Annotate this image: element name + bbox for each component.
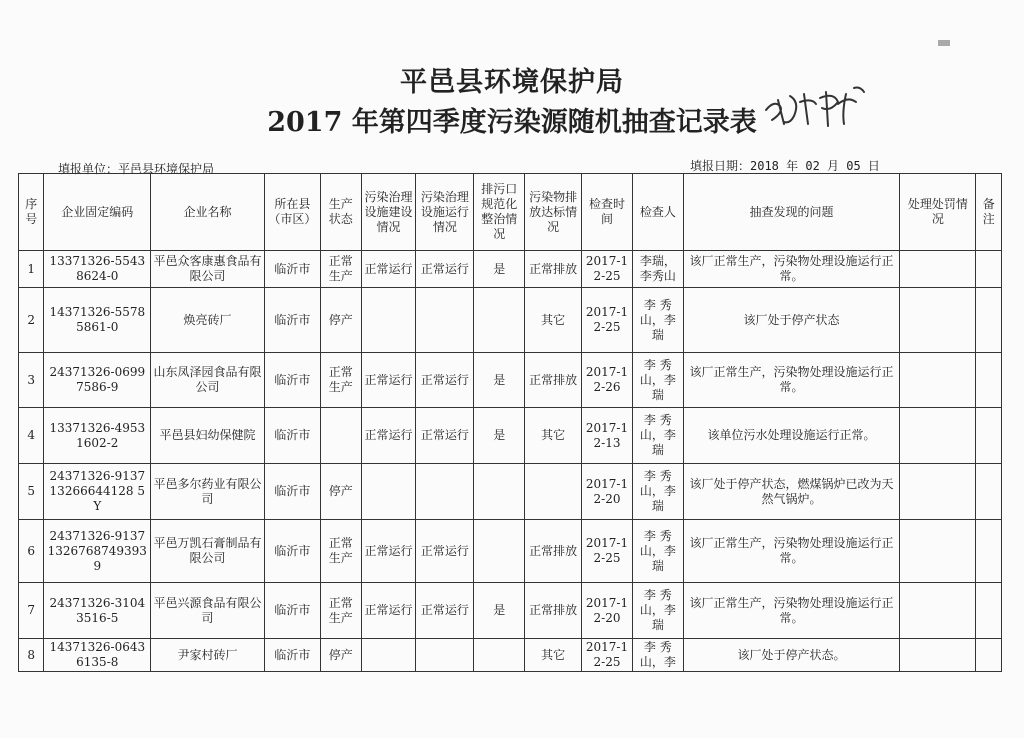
col-header-name: 企业名称 (151, 174, 265, 251)
document-title-form: 2017 年第四季度污染源随机抽查记录表 (267, 107, 757, 138)
cell-facility-build (361, 464, 416, 520)
cell-inspector: 李瑞，李秀山 (632, 251, 683, 288)
cell-production: 停产 (320, 639, 361, 672)
cell-remark (976, 353, 1002, 408)
cell-code: 24371326-913713267687493939 (44, 520, 151, 583)
cell-name: 平邑万凯石膏制品有限公司 (151, 520, 265, 583)
cell-check-time: 2017-12-20 (582, 464, 633, 520)
cell-seq: 4 (19, 408, 44, 464)
cell-facility-run: 正常运行 (416, 408, 474, 464)
col-header-outlet: 排污口规范化整治情况 (474, 174, 525, 251)
table-row (19, 464, 1002, 520)
cell-name: 平邑县妇幼保健院 (151, 408, 265, 464)
cell-penalty (900, 639, 976, 672)
cell-production: 停产 (320, 464, 361, 520)
cell-issues: 该厂正常生产，污染物处理设施运行正常。 (683, 251, 900, 288)
cell-penalty (900, 353, 976, 408)
table-row (19, 353, 1002, 408)
cell-facility-run (416, 639, 474, 672)
cell-emission (525, 464, 582, 520)
cell-emission: 正常排放 (525, 353, 582, 408)
cell-penalty (900, 520, 976, 583)
cell-inspector: 李 秀山，李 (632, 639, 683, 672)
col-header-seq: 序号 (19, 174, 44, 251)
col-header-penalty: 处理处罚情况 (900, 174, 976, 251)
cell-check-time: 2017-12-25 (582, 288, 633, 353)
cell-outlet: 是 (474, 251, 525, 288)
cell-inspector: 李 秀山，李瑞 (632, 583, 683, 639)
cell-facility-run: 正常运行 (416, 520, 474, 583)
cell-issues: 该厂处于停产状态 (683, 288, 900, 353)
cell-name: 平邑兴源食品有限公司 (151, 583, 265, 639)
cell-location: 临沂市 (264, 288, 320, 353)
reporting-date: 填报日期：2018 年 02 月 05 日 (690, 159, 880, 173)
cell-emission: 正常排放 (525, 583, 582, 639)
cell-remark (976, 464, 1002, 520)
cell-emission: 其它 (525, 408, 582, 464)
cell-issues: 该厂处于停产状态，燃煤锅炉已改为天然气锅炉。 (683, 464, 900, 520)
cell-issues: 该厂正常生产，污染物处理设施运行正常。 (683, 520, 900, 583)
cell-inspector: 李 秀山，李瑞 (632, 520, 683, 583)
cell-code: 13371326-49531602-2 (44, 408, 151, 464)
cell-check-time: 2017-12-20 (582, 583, 633, 639)
cell-remark (976, 288, 1002, 353)
cell-seq: 6 (19, 520, 44, 583)
cell-location: 临沂市 (264, 353, 320, 408)
cell-issues: 该厂正常生产，污染物处理设施运行正常。 (683, 583, 900, 639)
cell-emission: 正常排放 (525, 520, 582, 583)
cell-penalty (900, 464, 976, 520)
table-row (19, 251, 1002, 288)
cell-name: 焕亮砖厂 (151, 288, 265, 353)
cell-location: 临沂市 (264, 464, 320, 520)
col-header-inspector: 检查人 (632, 174, 683, 251)
col-header-code: 企业固定编码 (44, 174, 151, 251)
document-title-agency: 平邑县环境保护局 (400, 67, 624, 98)
cell-inspector: 李 秀山，李瑞 (632, 464, 683, 520)
cell-facility-run (416, 464, 474, 520)
cell-emission: 其它 (525, 639, 582, 672)
cell-seq: 5 (19, 464, 44, 520)
cell-seq: 7 (19, 583, 44, 639)
col-header-facility-run: 污染治理设施运行情况 (416, 174, 474, 251)
cell-check-time: 2017-12-13 (582, 408, 633, 464)
cell-outlet: 是 (474, 408, 525, 464)
cell-outlet (474, 520, 525, 583)
cell-name: 平邑多尔药业有限公司 (151, 464, 265, 520)
cell-production: 停产 (320, 288, 361, 353)
reporting-unit: 填报单位：平邑县环境保护局 (58, 162, 215, 176)
cell-seq: 2 (19, 288, 44, 353)
cell-check-time: 2017-12-25 (582, 251, 633, 288)
cell-code: 24371326-31043516-5 (44, 583, 151, 639)
cell-production: 正常生产 (320, 520, 361, 583)
cell-check-time: 2017-12-26 (582, 353, 633, 408)
cell-location: 临沂市 (264, 520, 320, 583)
cell-issues: 该单位污水处理设施运行正常。 (683, 408, 900, 464)
cell-emission: 其它 (525, 288, 582, 353)
col-header-facility-build: 污染治理设施建设情况 (361, 174, 416, 251)
cell-name: 尹家村砖厂 (151, 639, 265, 672)
cell-location: 临沂市 (264, 639, 320, 672)
cell-code: 24371326-913713266644128 5Y (44, 464, 151, 520)
cell-penalty (900, 583, 976, 639)
cell-remark (976, 408, 1002, 464)
cell-location: 临沂市 (264, 583, 320, 639)
cell-production: 正常生产 (320, 583, 361, 639)
cell-check-time: 2017-12-25 (582, 639, 633, 672)
cell-outlet (474, 639, 525, 672)
cell-remark (976, 583, 1002, 639)
cell-facility-build (361, 639, 416, 672)
cell-facility-build: 正常运行 (361, 408, 416, 464)
col-header-remark: 备注 (976, 174, 1002, 251)
cell-production: 正常生产 (320, 251, 361, 288)
scan-mark (938, 40, 950, 46)
cell-code: 13371326-55438624-0 (44, 251, 151, 288)
cell-facility-run: 正常运行 (416, 353, 474, 408)
cell-outlet (474, 288, 525, 353)
col-header-production: 生产状态 (320, 174, 361, 251)
cell-seq: 3 (19, 353, 44, 408)
col-header-emission: 污染物排放达标情况 (525, 174, 582, 251)
cell-facility-build: 正常运行 (361, 583, 416, 639)
cell-inspector: 李 秀山，李瑞 (632, 408, 683, 464)
cell-outlet: 是 (474, 353, 525, 408)
cell-production: 正常生产 (320, 353, 361, 408)
cell-code: 14371326-55785861-0 (44, 288, 151, 353)
table-row (19, 288, 1002, 353)
cell-penalty (900, 251, 976, 288)
col-header-check-time: 检查时间 (582, 174, 633, 251)
cell-inspector: 李 秀山，李瑞 (632, 288, 683, 353)
header-row (19, 174, 1002, 251)
cell-name: 山东凤泽园食品有限公司 (151, 353, 265, 408)
col-header-location: 所在县（市区） (264, 174, 320, 251)
table-row (19, 408, 1002, 464)
cell-facility-build: 正常运行 (361, 251, 416, 288)
cell-outlet (474, 464, 525, 520)
table-row (19, 520, 1002, 583)
cell-check-time: 2017-12-25 (582, 520, 633, 583)
cell-inspector: 李 秀山，李瑞 (632, 353, 683, 408)
cell-production (320, 408, 361, 464)
col-header-issues: 抽查发现的问题 (683, 174, 900, 251)
cell-outlet: 是 (474, 583, 525, 639)
cell-facility-run: 正常运行 (416, 251, 474, 288)
cell-issues: 该厂正常生产，污染物处理设施运行正常。 (683, 353, 900, 408)
cell-penalty (900, 408, 976, 464)
cell-location: 临沂市 (264, 408, 320, 464)
cell-location: 临沂市 (264, 251, 320, 288)
cell-facility-build: 正常运行 (361, 353, 416, 408)
cell-remark (976, 520, 1002, 583)
cell-emission: 正常排放 (525, 251, 582, 288)
cell-facility-build: 正常运行 (361, 520, 416, 583)
cell-remark (976, 639, 1002, 672)
inspection-record-table (18, 173, 1002, 672)
handwritten-signature (760, 82, 870, 132)
cell-facility-run (416, 288, 474, 353)
cell-issues: 该厂处于停产状态。 (683, 639, 900, 672)
cell-penalty (900, 288, 976, 353)
cell-name: 平邑众客康惠食品有限公司 (151, 251, 265, 288)
cell-facility-run: 正常运行 (416, 583, 474, 639)
table-row (19, 639, 1002, 672)
cell-remark (976, 251, 1002, 288)
cell-facility-build (361, 288, 416, 353)
cell-seq: 1 (19, 251, 44, 288)
cell-code: 24371326-06997586-9 (44, 353, 151, 408)
table-row (19, 583, 1002, 639)
cell-code: 14371326-06436135-8 (44, 639, 151, 672)
cell-seq: 8 (19, 639, 44, 672)
